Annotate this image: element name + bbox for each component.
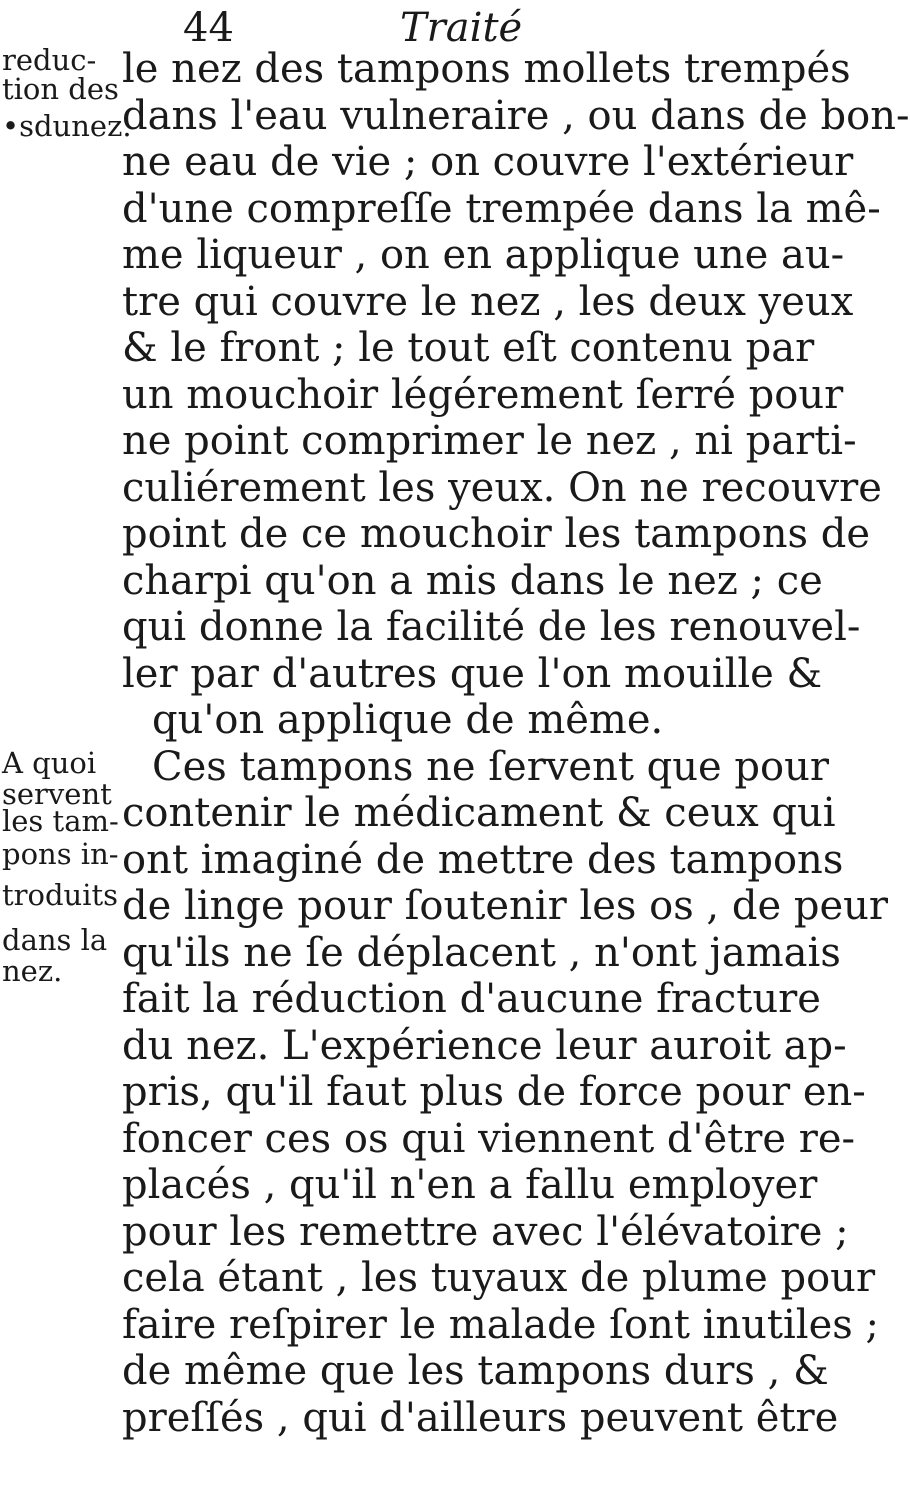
text-line: tre qui couvre le nez , les deux yeux	[122, 278, 854, 325]
margin-note-line: A quoi	[2, 746, 97, 780]
margin-note-line: nez.	[2, 954, 63, 988]
text-line: pour les remettre avec l'élévatoire ;	[122, 1208, 849, 1255]
text-line: un mouchoir légérement ſerré pour	[122, 371, 844, 418]
margin-note-line: les tam-	[2, 804, 119, 838]
text-line: faire reſpirer le malade ſont inutiles ;	[122, 1301, 879, 1348]
margin-note-line: reduc-	[2, 43, 97, 77]
margin-note-tampons	[2, 745, 119, 990]
text-line: charpi qu'on a mis dans le nez ; ce	[122, 557, 823, 604]
text-line: ont imaginé de mettre des tampons	[122, 836, 844, 883]
running-title: Traité	[400, 5, 523, 51]
text-line: qui donne la facilité de les renouvel-	[122, 604, 861, 650]
text-line: qu'ils ne ſe déplacent , n'ont jamais	[122, 929, 841, 976]
text-line: de linge pour ſoutenir les os , de peur	[122, 883, 889, 929]
text-line: placés , qu'il n'en a fallu employer	[122, 1162, 818, 1208]
text-line: point de ce mouchoir les tampons de	[122, 511, 870, 557]
text-line: du nez. L'expérience leur auroit ap-	[122, 1022, 847, 1069]
text-line: cela étant , les tuyaux de plume pour	[122, 1255, 876, 1301]
text-line: dans l'eau vulneraire , ou dans de bon-	[122, 92, 910, 139]
text-line: de même que les tampons durs , &	[122, 1348, 829, 1394]
margin-note-line: tion des	[2, 72, 119, 106]
margin-note-line: dans la	[2, 923, 108, 957]
margin-note-line: pons in-	[2, 837, 119, 871]
text-line: qu'on applique de même.	[152, 697, 664, 743]
margin-note-line: servent	[2, 777, 112, 811]
text-line: preſſés , qui d'ailleurs peuvent être	[122, 1394, 839, 1441]
text-line: ler par d'autres que l'on mouille &	[122, 650, 823, 697]
text-line: & le front ; le tout eſt contenu par	[122, 325, 815, 371]
text-line: ne eau de vie ; on couvre l'extérieur	[122, 139, 854, 185]
margin-note-line: •sdunez.	[2, 109, 132, 143]
text-line: foncer ces os qui viennent d'être re-	[122, 1115, 856, 1162]
text-line: ne point comprimer le nez , ni parti-	[122, 418, 857, 464]
page-number: 44	[183, 5, 234, 51]
text-line: contenir le médicament & ceux qui	[122, 790, 836, 836]
text-line: culiérement les yeux. On ne recouvre	[122, 464, 882, 511]
margin-note-line: troduits	[2, 878, 119, 912]
text-line: le nez des tampons mollets trempés	[122, 46, 851, 92]
text-line: d'une compreſſe trempée dans la mê-	[122, 185, 881, 232]
text-line: me liqueur , on en applique une au-	[122, 232, 845, 278]
margin-note-reduction	[2, 42, 132, 145]
text-line: Ces tampons ne ſervent que pour	[152, 743, 829, 790]
text-line: fait la réduction d'aucune fracture	[122, 976, 821, 1022]
text-line: pris, qu'il faut plus de force pour en-	[122, 1069, 866, 1115]
body-text	[122, 46, 910, 1441]
